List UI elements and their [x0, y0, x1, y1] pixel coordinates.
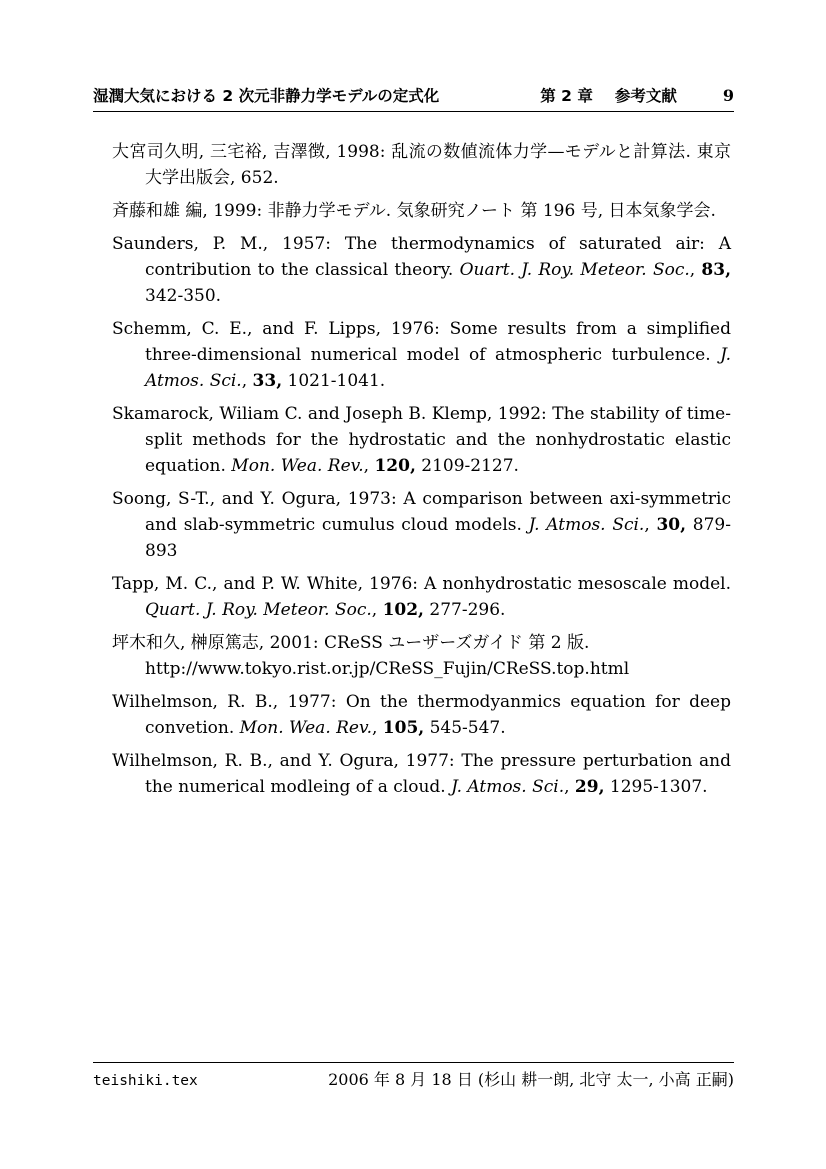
- reference-text: J. Atmos. Sci.: [145, 345, 731, 391]
- reference-entry: [112, 689, 731, 741]
- reference-text: Saunders, P. M., 1957: The thermodynamics of saturated air: A contribution to the classical theory.: [112, 234, 731, 280]
- reference-text: ,: [371, 718, 383, 738]
- reference-text: 大宮司久明, 三宅裕, 吉澤徴, 1998: 乱流の数値流体力学—モデルと計算法. 東京大学出版会, 652.: [112, 142, 731, 188]
- reference-text: Mon. Wea. Rev.: [231, 456, 364, 476]
- reference-text: ,: [371, 600, 383, 620]
- reference-entry: [112, 231, 731, 309]
- reference-text: 斉藤和雄 編, 1999: 非静力学モデル. 気象研究ノート 第 196 号, 日本気象学会.: [112, 201, 716, 221]
- reference-text: ,: [689, 260, 702, 280]
- header-right-group: [540, 84, 734, 106]
- reference-entry: [112, 198, 731, 224]
- reference-text: 102,: [382, 600, 424, 620]
- reference-text: Wilhelmson, R. B., and Y. Ogura, 1977: The pressure perturbation and the numerical modleing of a cloud.: [112, 751, 731, 797]
- reference-text: 1295-1307.: [604, 777, 708, 797]
- source-filename: teishiki.tex: [93, 1073, 198, 1089]
- running-header: [93, 84, 734, 112]
- reference-text: 2109-2127.: [415, 456, 519, 476]
- reference-text: Quart. J. Roy. Meteor. Soc.: [145, 600, 372, 620]
- references-list: [112, 139, 731, 807]
- reference-text: 342-350.: [145, 286, 222, 306]
- reference-text: J. Atmos. Sci.: [528, 515, 645, 535]
- section-label: 参考文献: [614, 87, 677, 105]
- reference-text: Ouart. J. Roy. Meteor. Soc.: [459, 260, 690, 280]
- chapter-label: 第 2 章: [540, 87, 593, 105]
- date-authors: 2006 年 8 月 18 日 (杉山 耕一朗, 北守 太一, 小高 正嗣): [328, 1070, 734, 1089]
- reference-text: Wilhelmson, R. B., 1977: On the thermodyanmics equation for deep convetion.: [112, 692, 731, 738]
- running-footer: [93, 1062, 734, 1090]
- page-number: 9: [722, 86, 734, 105]
- reference-text: 33,: [252, 371, 283, 391]
- reference-entry: [112, 401, 731, 479]
- reference-text: ,: [564, 777, 575, 797]
- reference-entry: [112, 316, 731, 394]
- reference-text: Skamarock, Wiliam C. and Joseph B. Klemp, 1992: The stability of time-split methods for the hydrostatic and the nonhydrostatic elastic equation.: [112, 404, 731, 476]
- reference-text: 坪木和久, 榊原篤志, 2001: CReSS ユーザーズガイド 第 2 版.: [112, 633, 590, 653]
- reference-text: 120,: [374, 456, 416, 476]
- reference-text: 29,: [574, 777, 605, 797]
- reference-entry: [112, 630, 731, 682]
- reference-text: ,: [363, 456, 375, 476]
- reference-entry: [112, 486, 731, 564]
- reference-entry: [112, 748, 731, 800]
- reference-text: Mon. Wea. Rev.: [239, 718, 372, 738]
- reference-text: 879-893: [145, 515, 731, 561]
- reference-text: 1021-1041.: [282, 371, 386, 391]
- reference-text: 545-547.: [424, 718, 506, 738]
- reference-entry: [112, 571, 731, 623]
- reference-text: ,: [241, 371, 253, 391]
- reference-text: 277-296.: [423, 600, 506, 620]
- document-title: 湿潤大気における 2 次元非静力学モデルの定式化: [93, 87, 440, 105]
- reference-text: Tapp, M. C., and P. W. White, 1976: A nonhydrostatic mesoscale model.: [112, 574, 731, 594]
- reference-text: 30,: [656, 515, 687, 535]
- reference-url: http://www.tokyo.rist.or.jp/CReSS_Fujin/CReSS.top.html: [145, 659, 630, 679]
- reference-text: Soong, S-T., and Y. Ogura, 1973: A comparison between axi-symmetric and slab-symmetric cumulus cloud models.: [112, 489, 731, 535]
- reference-text: Schemm, C. E., and F. Lipps, 1976: Some results from a simplified three-dimensional numerical model of atmospheric turbulence.: [112, 319, 731, 365]
- reference-text: 105,: [382, 718, 425, 738]
- reference-text: J. Atmos. Sci.: [451, 777, 565, 797]
- reference-text: ,: [644, 515, 657, 535]
- reference-text: 83,: [701, 260, 731, 280]
- reference-entry: [112, 139, 731, 191]
